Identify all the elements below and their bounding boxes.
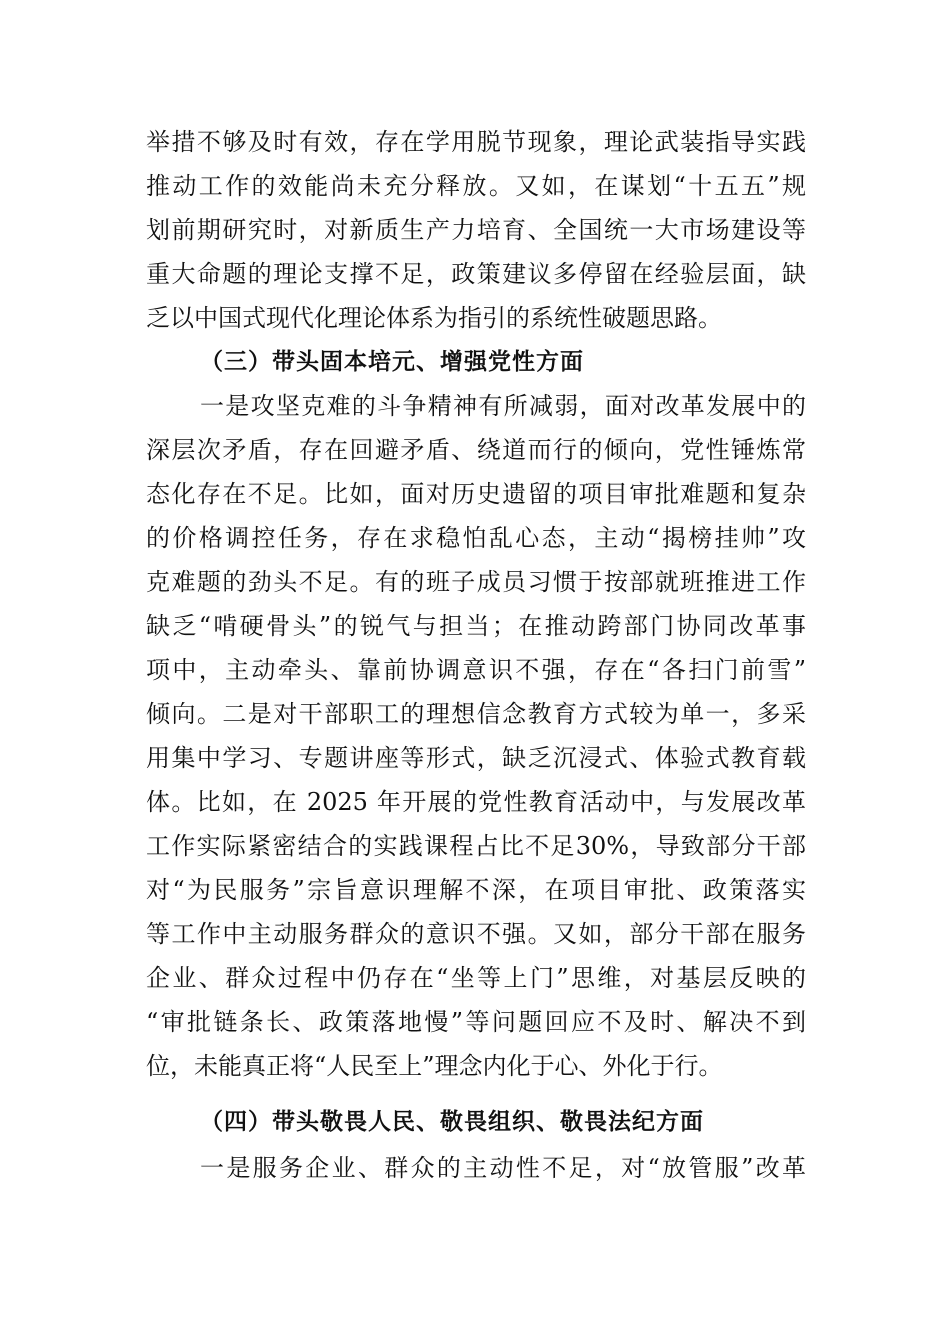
paragraph-line: 重大命题的理论支撑不足，政策建议多停留在经验层面，缺: [146, 260, 806, 288]
paragraph-line: 用集中学习、专题讲座等形式，缺乏沉浸式、体验式教育载: [146, 744, 806, 772]
paragraph-line: 企业、群众过程中仍存在“坐等上门”思维，对基层反映的: [146, 964, 806, 992]
paragraph-line: 对“为民服务”宗旨意识理解不深，在项目审批、政策落实: [146, 876, 806, 904]
paragraph-line: 体。比如，在 2025 年开展的党性教育活动中，与发展改革: [146, 788, 806, 816]
paragraph-line: 态化存在不足。比如，面对历史遗留的项目审批难题和复杂: [146, 480, 806, 508]
paragraph-line: 项中，主动牵头、靠前协调意识不强，存在“各扫门前雪”: [146, 656, 806, 684]
paragraph-line: 位，未能真正将“人民至上”理念内化于心、外化于行。: [146, 1052, 723, 1080]
paragraph-line: 推动工作的效能尚未充分释放。又如，在谋划“十五五”规: [146, 172, 806, 200]
paragraph-line: 工作实际紧密结合的实践课程占比不足30%，导致部分干部: [146, 832, 806, 860]
paragraph-line: 划前期研究时，对新质生产力培育、全国统一大市场建设等: [146, 216, 806, 244]
paragraph-line: 缺乏“啃硬骨头”的锐气与担当；在推动跨部门协同改革事: [146, 612, 806, 640]
paragraph-line: 一是攻坚克难的斗争精神有所减弱，面对改革发展中的: [200, 392, 806, 420]
paragraph-line: 举措不够及时有效，存在学用脱节现象，理论武装指导实践: [146, 128, 806, 156]
paragraph-line: 深层次矛盾，存在回避矛盾、绕道而行的倾向，党性锤炼常: [146, 436, 806, 464]
paragraph-line: 倾向。二是对干部职工的理想信念教育方式较为单一，多采: [146, 700, 806, 728]
paragraph-line: 一是服务企业、群众的主动性不足，对“放管服”改革: [200, 1154, 806, 1182]
section-heading-3: （三）带头固本培元、增强党性方面: [200, 349, 584, 375]
paragraph-line: 等工作中主动服务群众的意识不强。又如，部分干部在服务: [146, 920, 806, 948]
paragraph-line: “审批链条长、政策落地慢”等问题回应不及时、解决不到: [146, 1008, 806, 1036]
paragraph-line: 的价格调控任务，存在求稳怕乱心态，主动“揭榜挂帅”攻: [146, 524, 806, 552]
paragraph-line: 克难题的劲头不足。有的班子成员习惯于按部就班推进工作: [146, 568, 806, 596]
section-heading-4: （四）带头敬畏人民、敬畏组织、敬畏法纪方面: [200, 1109, 704, 1135]
paragraph-line: 乏以中国式现代化理论体系为指引的系统性破题思路。: [146, 304, 722, 332]
